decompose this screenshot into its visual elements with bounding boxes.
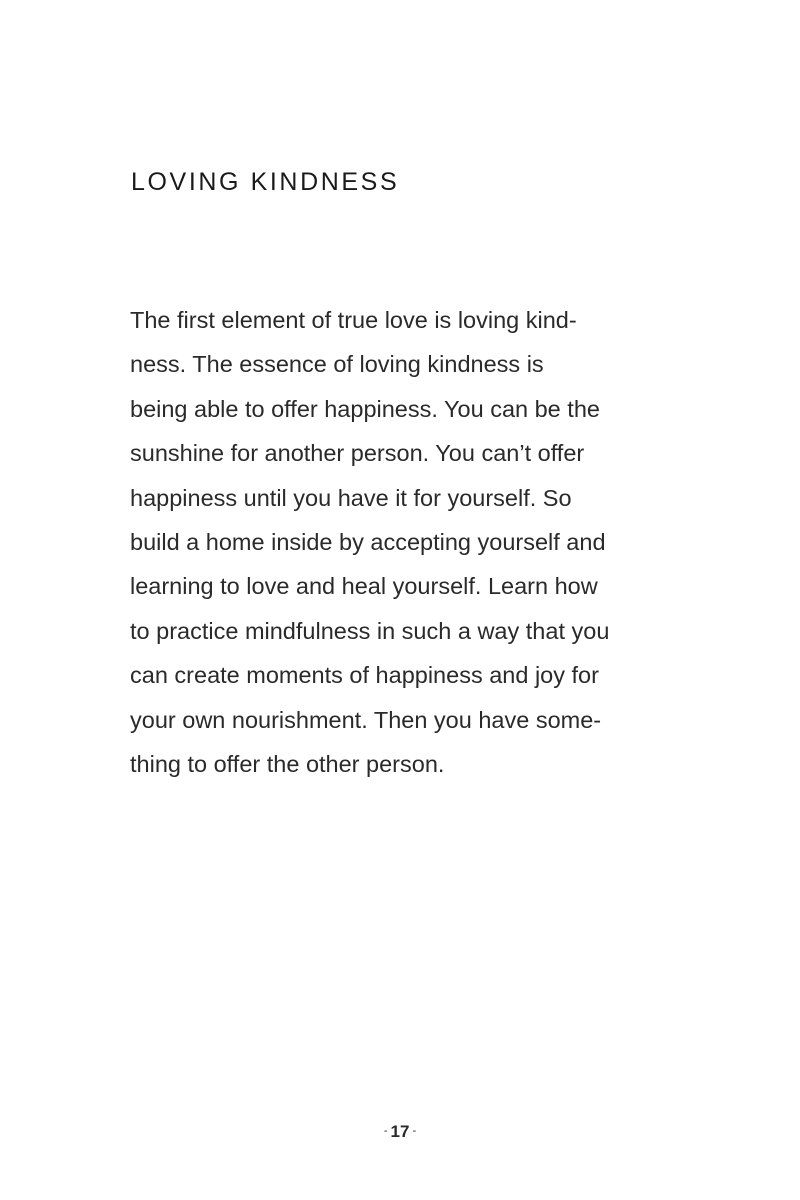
text-line: can create moments of happiness and joy for (130, 662, 599, 689)
text-line: your own nourishment. Then you have some- (130, 706, 602, 733)
text-line: to practice mindfulness in such a way that you (130, 617, 610, 644)
text-line: sunshine for another person. You can’t offer (130, 440, 585, 467)
text-line: The first element of true love is loving kind- (130, 307, 577, 333)
text-line: thing to offer the other person. (130, 750, 445, 777)
text-line: build a home inside by accepting yourself and (130, 528, 606, 555)
page-number-value: 17 (390, 1122, 410, 1141)
folio-dash-right: - (412, 1125, 417, 1137)
page-number (0, 1122, 800, 1142)
text-line: being able to offer happiness. You can be the (130, 395, 600, 422)
text-line: happiness until you have it for yourself. So (130, 484, 572, 511)
text-line: ness. The essence of loving kindness is (130, 351, 544, 378)
body-paragraph (130, 302, 690, 790)
text-line: learning to love and heal yourself. Learn how (130, 573, 598, 600)
folio-dash-left: - (383, 1125, 388, 1137)
chapter-heading: LOVING KINDNESS (131, 168, 400, 196)
